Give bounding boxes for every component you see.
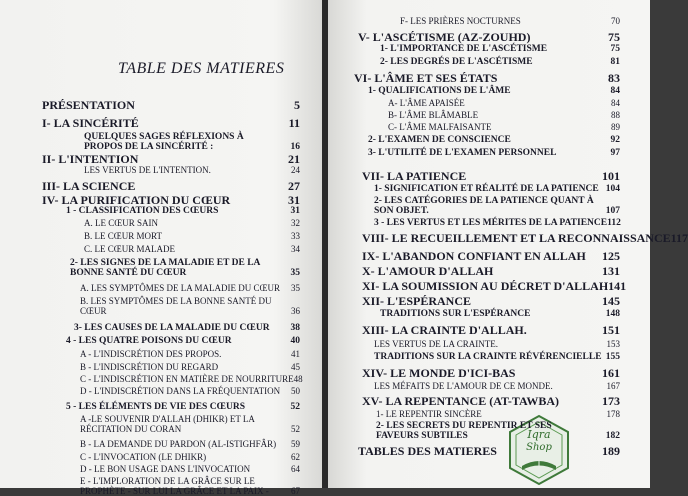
- toc-entry-page-number: 24: [291, 165, 300, 175]
- toc-entry-label: A- L'ÂME APAISÉE: [388, 98, 465, 108]
- toc-entry-page-number: 31: [288, 193, 300, 207]
- toc-entry-label: D - LE BON USAGE DANS L'INVOCATION: [80, 464, 251, 474]
- right-toc-entry: [374, 381, 620, 391]
- toc-entry-page-number: 35: [290, 268, 300, 278]
- toc-entry-page-number: 155: [605, 352, 620, 362]
- toc-entry-label: 2- LES DEGRÉS DE L'ASCÉTISME: [380, 57, 533, 67]
- left-toc-entry: [84, 165, 300, 175]
- right-toc-entry: [368, 148, 620, 158]
- left-toc-entry: [80, 414, 300, 434]
- toc-title: TABLE DES MATIERES: [118, 60, 285, 77]
- toc-entry-label: F- LES PRIÈRES NOCTURNES: [400, 16, 521, 26]
- left-page: [0, 0, 322, 496]
- right-toc-entry: [374, 184, 620, 194]
- left-toc-entry: [42, 179, 300, 194]
- left-toc-entry: [74, 323, 300, 333]
- toc-entry-page-number: 36: [291, 306, 300, 316]
- right-toc-entry: [376, 421, 620, 441]
- toc-entry-label: E - L'IMPLORATION DE LA GRÂCE SUR LE PROPHÈTE - SUR LUI LA GRÂCE ET LA PAIX -: [80, 476, 269, 496]
- toc-entry-label: C. LE CŒUR MALADE: [84, 244, 176, 254]
- toc-entry-page-number: 52: [291, 424, 300, 434]
- left-toc-entry: [80, 374, 303, 384]
- toc-entry-page-number: 48: [293, 374, 303, 384]
- toc-entry-label: XIII- LA CRAINTE D'ALLAH.: [362, 323, 527, 337]
- toc-entry-page-number: 189: [602, 444, 620, 458]
- right-toc-entry: [368, 86, 620, 96]
- right-toc-entry: [374, 339, 620, 349]
- toc-entry-label: XII- L'ESPÉRANCE: [362, 294, 472, 308]
- toc-entry-label: IX- L'ABANDON CONFIANT EN ALLAH: [362, 249, 586, 263]
- toc-entry-label: PRÉSENTATION: [42, 98, 135, 112]
- toc-entry-label: TABLES DES MATIERES: [358, 444, 497, 458]
- toc-entry-page-number: 167: [606, 381, 620, 391]
- toc-entry-page-number: 32: [291, 218, 300, 228]
- left-toc-entry: [42, 116, 300, 131]
- right-toc-entry: [388, 110, 620, 120]
- toc-entry-label: 3- LES CAUSES DE LA MALADIE DU CŒUR: [74, 323, 270, 333]
- toc-entry-page-number: 178: [606, 409, 620, 419]
- right-toc-entry: [380, 57, 620, 67]
- right-toc-entry: [380, 44, 620, 54]
- right-page: [328, 0, 688, 488]
- right-toc-entry: [362, 249, 620, 264]
- logo-text-shop: Shop: [526, 442, 552, 453]
- toc-entry-page-number: 45: [291, 362, 300, 372]
- toc-entry-page-number: 148: [605, 309, 620, 319]
- toc-entry-label: A. LE CŒUR SAIN: [84, 218, 159, 228]
- toc-entry-page-number: 161: [602, 366, 620, 380]
- right-toc-entry: [388, 122, 620, 132]
- toc-entry-page-number: 21: [288, 152, 300, 166]
- toc-entry-page-number: 97: [610, 148, 620, 158]
- left-toc-entry: [80, 349, 300, 359]
- toc-entry-page-number: 84: [611, 98, 620, 108]
- right-toc-entry: [388, 98, 620, 108]
- toc-entry-label: 3 - LES VERTUS ET LES MÉRITES DE LA PATIENCE: [374, 218, 608, 228]
- toc-entry-label: 2- L'EXAMEN DE CONSCIENCE: [368, 135, 511, 145]
- toc-entry-page-number: 125: [602, 249, 620, 263]
- toc-entry-page-number: 27: [288, 179, 300, 193]
- toc-entry-page-number: 84: [610, 86, 620, 96]
- toc-entry-label: 3- L'UTILITÉ DE L'EXAMEN PERSONNEL: [368, 148, 557, 158]
- right-toc-entry: [374, 352, 620, 362]
- right-toc-entry: [362, 169, 620, 184]
- toc-entry-page-number: 173: [602, 394, 620, 408]
- toc-entry-label: B. LES SYMPTÔMES DE LA BONNE SANTÉ DU CŒUR: [80, 296, 272, 316]
- toc-entry-label: VII- LA PATIENCE: [362, 169, 467, 183]
- toc-entry-page-number: 117: [670, 231, 688, 245]
- toc-entry-label: 1 - CLASSIFICATION DES CŒURS: [66, 206, 219, 216]
- toc-entry-label: LES VERTUS DE LA CRAINTE.: [374, 339, 499, 349]
- toc-entry-page-number: 59: [291, 439, 300, 449]
- toc-entry-label: 2- LES SECRETS DU REPENTIR ET SES FAVEURS SUBTILES: [376, 421, 552, 441]
- toc-entry-label: B- L'ÂME BLÂMABLE: [388, 110, 479, 120]
- left-toc-entry: [70, 258, 300, 278]
- toc-entry-page-number: 62: [291, 452, 300, 462]
- toc-entry-label: I- LA SINCÉRITÉ: [42, 116, 139, 130]
- toc-entry-page-number: 70: [611, 16, 620, 26]
- left-toc-entry: [84, 244, 300, 254]
- toc-entry-label: XV- LA REPENTANCE (AT-TAWBA): [362, 394, 560, 408]
- toc-entry-label: B - LA DEMANDE DU PARDON (AL-ISTIGHFÂR): [80, 439, 277, 449]
- toc-entry-label: A. LES SYMPTÔMES DE LA MALADIE DU CŒUR: [80, 283, 281, 293]
- toc-entry-page-number: 52: [290, 402, 300, 412]
- toc-entry-page-number: 104: [605, 184, 620, 194]
- toc-entry-page-number: 40: [290, 336, 300, 346]
- left-toc-entry: [66, 206, 300, 216]
- left-toc-entry: [80, 439, 300, 449]
- toc-entry-label: C- L'ÂME MALFAISANTE: [388, 122, 492, 132]
- toc-entry-label: LES VERTUS DE L'INTENTION.: [84, 165, 211, 175]
- left-toc-entry: [80, 283, 300, 293]
- left-toc-entry: [66, 336, 300, 346]
- toc-entry-page-number: 35: [291, 283, 300, 293]
- toc-entry-label: II- L'INTENTION: [42, 152, 139, 166]
- toc-entry-page-number: 64: [291, 464, 300, 474]
- toc-entry-label: IV- LA PURIFICATION DU CŒUR: [42, 193, 231, 207]
- left-toc-entry: [80, 452, 300, 462]
- left-toc-entry: [80, 476, 300, 496]
- toc-entry-label: V- L'ASCÉTISME (AZ-ZOUHD): [358, 30, 531, 44]
- toc-entry-page-number: 92: [610, 135, 620, 145]
- right-toc-entry: [376, 409, 620, 419]
- toc-entry-page-number: 38: [290, 323, 300, 333]
- toc-entry-label: C - L'INVOCATION (LE DHIKR): [80, 452, 207, 462]
- right-toc-entry: [358, 444, 620, 459]
- right-toc-entry: [400, 16, 620, 26]
- toc-entry-page-number: 5: [294, 98, 300, 112]
- toc-entry-page-number: 83: [608, 71, 620, 85]
- toc-entry-page-number: 16: [290, 142, 300, 152]
- toc-entry-page-number: 151: [602, 323, 620, 337]
- left-toc-entry: [84, 132, 300, 152]
- toc-entry-page-number: 41: [291, 349, 300, 359]
- toc-entry-page-number: 182: [605, 431, 620, 441]
- toc-entry-label: 1- LE REPENTIR SINCÈRE: [376, 409, 482, 419]
- right-toc-entry: [362, 294, 620, 309]
- toc-entry-label: TRADITIONS SUR LA CRAINTE RÉVÉRENCIELLE: [374, 352, 602, 362]
- right-toc-entry: [362, 394, 620, 409]
- left-toc-entry: [80, 464, 300, 474]
- toc-entry-page-number: 153: [606, 339, 620, 349]
- toc-entry-page-number: 131: [602, 264, 620, 278]
- toc-entry-label: C - L'INDISCRÉTION EN MATIÈRE DE NOURRITURE: [80, 374, 294, 384]
- right-toc-entry: [374, 196, 620, 216]
- toc-entry-label: X- L'AMOUR D'ALLAH: [362, 264, 494, 278]
- toc-entry-label: 4 - LES QUATRE POISONS DU CŒUR: [66, 336, 232, 346]
- toc-entry-label: 5 - LES ÉLÉMENTS DE VIE DES CŒURS: [66, 402, 246, 412]
- toc-entry-page-number: 107: [605, 206, 620, 216]
- toc-entry-page-number: 81: [610, 57, 620, 67]
- right-toc-entry: [358, 30, 620, 45]
- toc-entry-label: 2- LES CATÉGORIES DE LA PATIENCE QUANT À SON OBJET.: [374, 196, 594, 216]
- toc-entry-label: QUELQUES SAGES RÉFLEXIONS À PROPOS DE LA SINCÉRITÉ :: [84, 132, 244, 152]
- toc-entry-label: VIII- LE RECUEILLEMENT ET LA RECONNAISSANCE: [362, 231, 671, 245]
- toc-entry-page-number: 50: [291, 386, 300, 396]
- right-toc-entry: [362, 323, 620, 338]
- toc-entry-page-number: 31: [290, 206, 300, 216]
- toc-entry-label: A -LE SOUVENIR D'ALLAH (DHIKR) ET LA RÉCITATION DU CORAN: [80, 414, 255, 434]
- toc-entry-page-number: 112: [607, 218, 621, 228]
- right-toc-entry: [362, 264, 620, 279]
- toc-entry-page-number: 75: [610, 44, 620, 54]
- toc-entry-label: XI- LA SOUMISSION AU DÉCRET D'ALLAH: [362, 279, 609, 293]
- toc-entry-page-number: 75: [608, 30, 620, 44]
- right-toc-entry: [368, 135, 620, 145]
- toc-entry-page-number: 34: [291, 244, 300, 254]
- left-toc-entry: [84, 218, 300, 228]
- left-toc-entry: [80, 362, 300, 372]
- left-toc-entry: [80, 386, 300, 396]
- toc-entry-page-number: 141: [608, 279, 627, 293]
- right-toc-entry: [362, 231, 688, 246]
- toc-entry-label: TRADITIONS SUR L'ESPÉRANCE: [380, 309, 531, 319]
- right-toc-entry: [362, 366, 620, 381]
- right-toc-entry: [374, 218, 620, 228]
- left-toc-entry: [66, 402, 300, 412]
- toc-entry-label: A - L'INDISCRÉTION DES PROPOS.: [80, 349, 222, 359]
- toc-entry-label: 1- QUALIFICATIONS DE L'ÂME: [368, 86, 511, 96]
- toc-entry-label: 2- LES SIGNES DE LA MALADIE ET DE LA BONNE SANTÉ DU CŒUR: [70, 258, 260, 278]
- left-toc-entry: [80, 296, 300, 316]
- toc-entry-page-number: 33: [291, 231, 300, 241]
- logo-text-iqra: Iqra: [527, 428, 551, 441]
- toc-entry-page-number: 88: [611, 110, 620, 120]
- right-toc-entry: [380, 309, 620, 319]
- toc-entry-page-number: 67: [291, 486, 300, 496]
- toc-entry-label: B - L'INDISCRÉTION DU REGARD: [80, 362, 219, 372]
- toc-entry-label: 1- L'IMPORTANCE DE L'ASCÉTISME: [380, 44, 548, 54]
- toc-entry-label: XIV- LE MONDE D'ICI-BAS: [362, 366, 516, 380]
- toc-entry-label: VI- L'ÂME ET SES ÉTATS: [354, 71, 498, 85]
- left-toc-entry: [42, 98, 300, 113]
- toc-entry-page-number: 145: [602, 294, 620, 308]
- toc-entry-page-number: 11: [288, 116, 300, 130]
- left-toc-entry: [84, 231, 300, 241]
- toc-entry-label: 1- SIGNIFICATION ET RÉALITÉ DE LA PATIENCE: [374, 184, 599, 194]
- right-toc-entry: [362, 279, 627, 294]
- toc-entry-label: III- LA SCIENCE: [42, 179, 136, 193]
- right-toc-entry: [354, 71, 620, 86]
- toc-entry-label: B. LE CŒUR MORT: [84, 231, 162, 241]
- toc-entry-label: D - L'INDISCRÉTION DANS LA FRÉQUENTATION: [80, 386, 281, 396]
- toc-entry-page-number: 101: [602, 169, 620, 183]
- toc-entry-label: LES MÉFAITS DE L'AMOUR DE CE MONDE.: [374, 381, 553, 391]
- toc-entry-page-number: 89: [611, 122, 620, 132]
